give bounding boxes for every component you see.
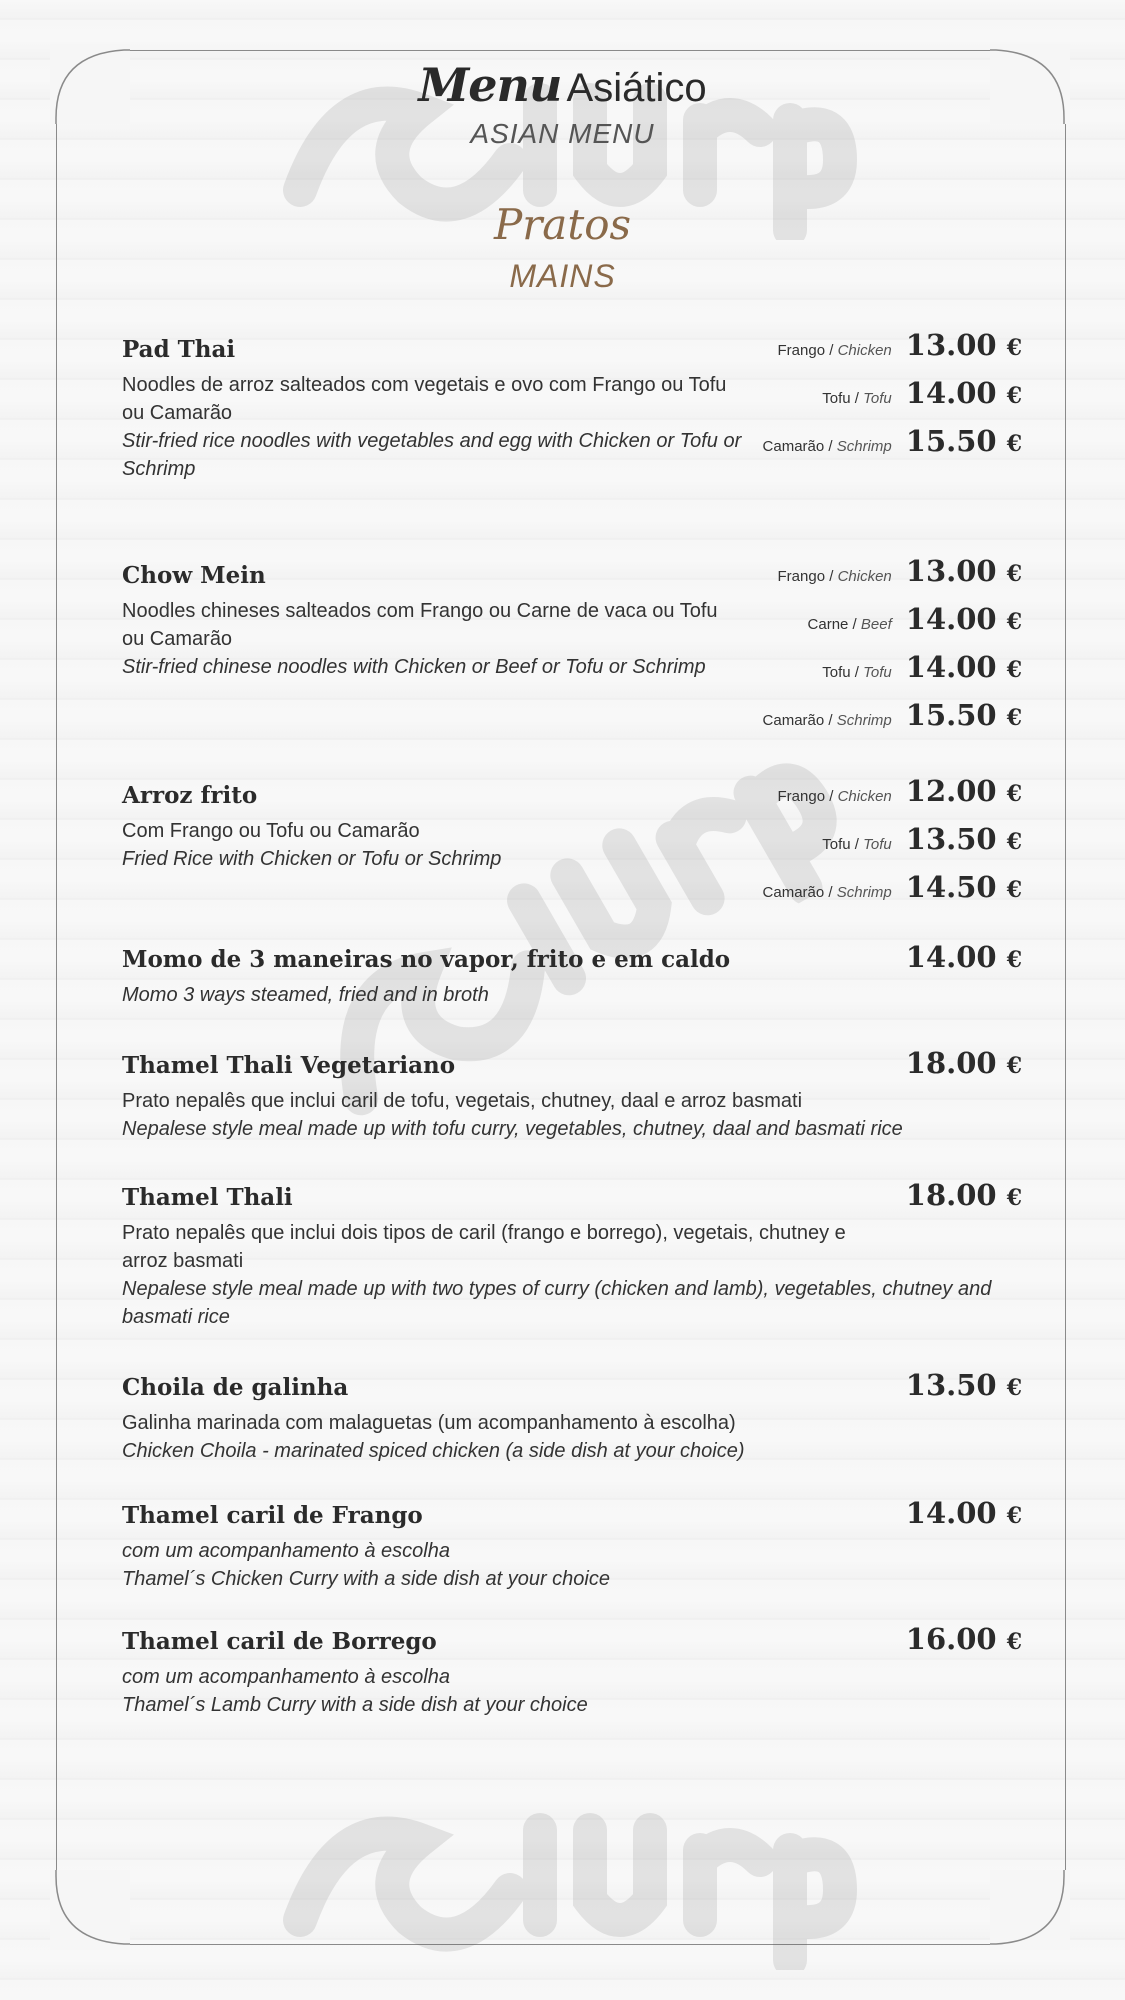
price: 14.50 € [905,870,1022,904]
menu-title [0,58,1125,112]
dish-description-pt: Prato nepalês que inclui caril de tofu, vegetais, chutney, daal e arroz basmati [122,1090,803,1112]
currency-symbol: € [1006,431,1022,457]
option-label-en: Chicken [837,568,892,585]
currency-symbol: € [1006,383,1022,409]
currency-symbol: € [1006,609,1022,635]
price: 18.00 € [905,1046,1022,1080]
option-label-en: Tofu [863,836,892,853]
dish-description-en: Stir-fried chinese noodles with Chicken or Beef or Tofu or Schrimp [122,656,706,678]
dish-description-en: Chicken Choila - marinated spiced chicken (a side dish at your choice) [122,1440,745,1462]
section-subheading-row [0,258,1125,295]
currency-symbol: € [1006,829,1022,855]
dish-name: Arroz frito [122,782,258,809]
option-label-en: Schrimp [836,884,892,901]
currency-symbol: € [1006,561,1022,587]
dish-name: Thamel Thali [122,1184,293,1211]
currency-symbol: € [1006,1053,1022,1079]
dish-description-en: com um acompanhamento à escolha [122,1666,450,1688]
menu-item [122,774,1022,904]
option-label-en: Schrimp [836,712,892,729]
currency-symbol: € [1006,705,1022,731]
option-label-en: Chicken [837,342,892,359]
price-option: Camarão / Schrimp 14.50 € [762,870,1022,904]
menu-item [122,1496,1022,1593]
option-label-pt: Carne [807,616,849,633]
option-label-en: Tofu [863,390,892,407]
dish-name: Thamel Thali Vegetariano [122,1052,456,1079]
dish-name: Choila de galinha [122,1374,349,1401]
price: 12.00 € [905,774,1022,808]
option-label-pt: Tofu [822,390,851,407]
menu-item [122,1046,1022,1143]
price-option: Tofu / Tofu 14.00 € [822,650,1022,684]
menu-item [122,1178,1022,1331]
currency-symbol: € [1006,877,1022,903]
section-subheading: MAINS [509,258,616,294]
price: 14.00 € [905,940,1022,974]
option-label-pt: Tofu [822,664,851,681]
price-option: Camarão / Schrimp 15.50 € [762,424,1022,458]
option-label-en: Schrimp [836,438,892,455]
price-option: Camarão / Schrimp 15.50 € [762,698,1022,732]
dish-description-en: Nepalese style meal made up with two types of curry (chicken and lamb), vegetables, chutney and basmati rice [122,1278,992,1328]
currency-symbol: € [1006,1375,1022,1401]
price-option: Frango / Chicken 12.00 € [777,774,1022,808]
option-label-pt: Tofu [822,836,851,853]
dish-description-pt: Com Frango ou Tofu ou Camarão [122,820,420,842]
currency-symbol: € [1006,1185,1022,1211]
menu-item [122,328,1022,483]
corner-ornament-bottom-left [50,1870,130,1950]
option-label-pt: Frango [777,788,826,805]
price-option: Frango / Chicken 13.00 € [777,554,1022,588]
option-label-pt: Camarão [762,884,825,901]
dish-description-en: Momo 3 ways steamed, fried and in broth [122,984,489,1006]
price-list [763,774,1022,918]
price: 14.00 € [905,650,1022,684]
currency-symbol: € [1006,1629,1022,1655]
option-label-pt: Frango [777,568,826,585]
corner-ornament-bottom-right [990,1870,1070,1950]
dish-name: Pad Thai [122,336,236,363]
option-label-pt: Camarão [762,438,825,455]
price: 14.00 € [905,1496,1022,1530]
section-heading-row [0,200,1125,249]
option-label-en: Beef [860,616,892,633]
price: 14.00 € [905,602,1022,636]
price: 13.00 € [905,328,1022,362]
price: 13.00 € [905,554,1022,588]
dish-description-en: Thamel´s Chicken Curry with a side dish at your choice [122,1568,610,1590]
currency-symbol: € [1006,1503,1022,1529]
price-option: Tofu / Tofu 13.50 € [822,822,1022,856]
dish-description-en: Stir-fried rice noodles with vegetables and egg with Chicken or Tofu or Schrimp [122,430,742,480]
title-script: Menu [418,58,562,112]
price: 13.50 € [905,1368,1022,1402]
dish-name: Momo de 3 maneiras no vapor, frito e em caldo [122,946,731,973]
dish-name: Thamel caril de Borrego [122,1628,437,1655]
section-heading: Pratos [493,200,632,249]
option-label-pt: Camarão [762,712,825,729]
menu-item [122,1368,1022,1465]
price: 14.00 € [905,376,1022,410]
menu-subtitle: ASIAN MENU [470,118,655,149]
dish-description-en: com um acompanhamento à escolha [122,1540,450,1562]
subtitle-row [0,118,1125,150]
price: 15.50 € [905,424,1022,458]
currency-symbol: € [1006,335,1022,361]
currency-symbol: € [1006,781,1022,807]
currency-symbol: € [1006,947,1022,973]
dish-description-en: Fried Rice with Chicken or Tofu or Schrimp [122,848,502,870]
dish-name: Thamel caril de Frango [122,1502,423,1529]
price-list [763,328,1022,472]
option-label-pt: Frango [777,342,826,359]
price: 15.50 € [905,698,1022,732]
dish-name: Chow Mein [122,562,266,589]
price: 18.00 € [905,1178,1022,1212]
dish-description-en: Thamel´s Lamb Curry with a side dish at your choice [122,1694,588,1716]
dish-description-en: Nepalese style meal made up with tofu curry, vegetables, chutney, daal and basmati rice [122,1118,903,1140]
title-plain: Asiático [566,66,707,110]
menu-item [122,554,1022,732]
price-option: Frango / Chicken 13.00 € [777,328,1022,362]
dish-description-pt: Galinha marinada com malaguetas (um acompanhamento à escolha) [122,1412,736,1434]
option-label-en: Chicken [837,788,892,805]
price: 13.50 € [905,822,1022,856]
menu-item [122,940,1022,1009]
menu-item [122,1622,1022,1719]
dish-description-pt: Noodles de arroz salteados com vegetais e ovo com Frango ou Tofu ou Camarão [122,374,727,424]
price-list [763,554,1022,746]
currency-symbol: € [1006,657,1022,683]
price-option: Carne / Beef 14.00 € [807,602,1022,636]
price-option: Tofu / Tofu 14.00 € [822,376,1022,410]
price: 16.00 € [905,1622,1022,1656]
dish-description-pt: Prato nepalês que inclui dois tipos de caril (frango e borrego), vegetais, chutney e arroz basmati [122,1222,846,1272]
dish-description-pt: Noodles chineses salteados com Frango ou Carne de vaca ou Tofu ou Camarão [122,600,718,650]
option-label-en: Tofu [863,664,892,681]
